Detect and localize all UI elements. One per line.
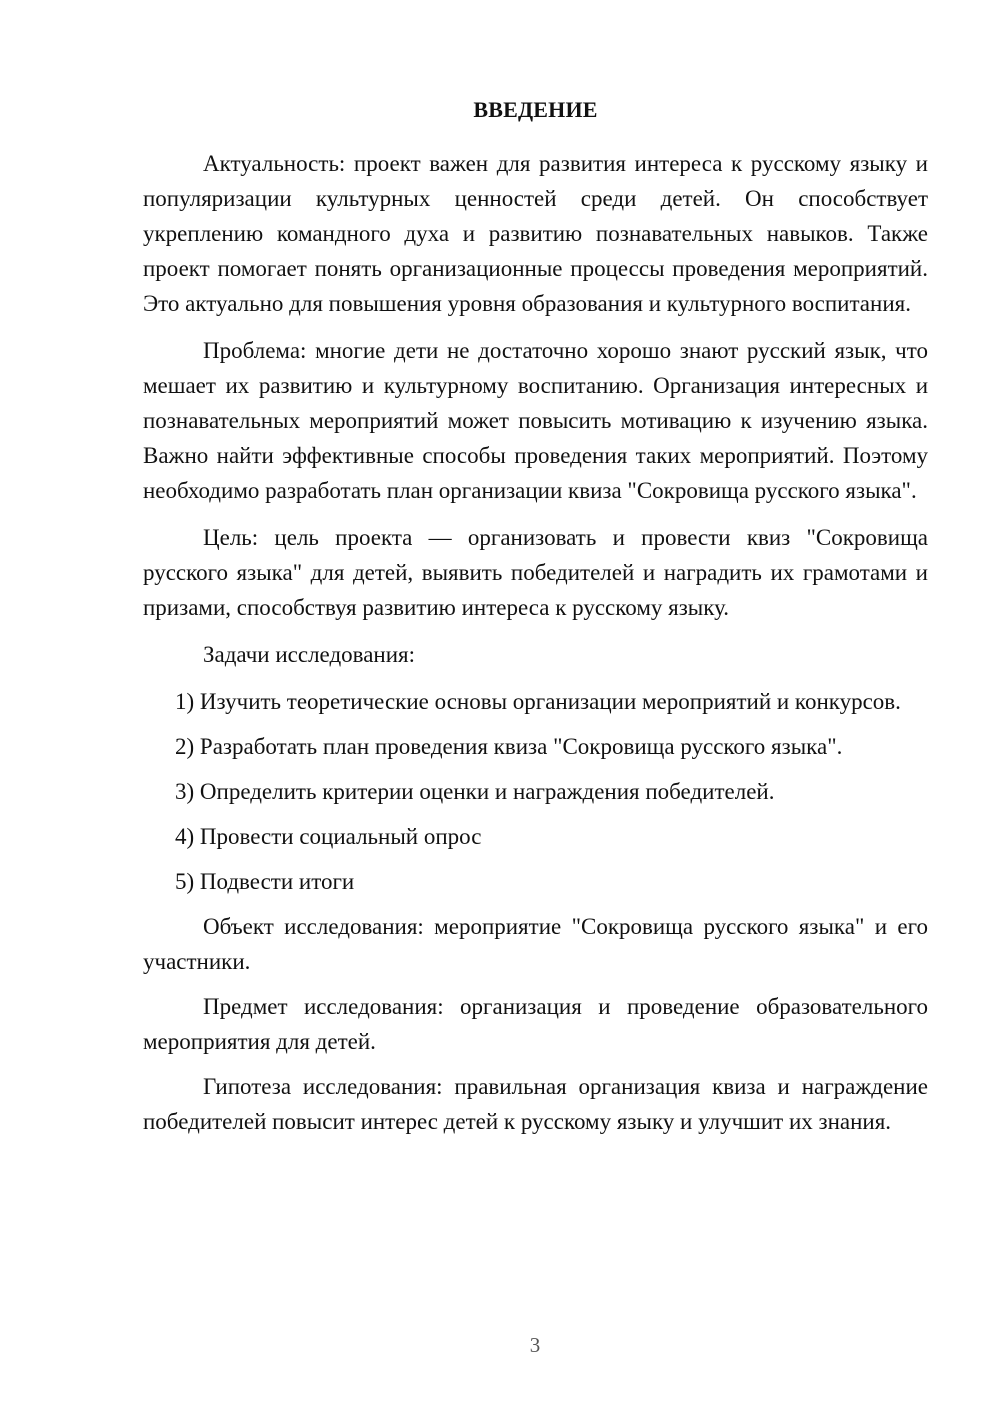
object-paragraph: Объект исследования: мероприятие "Сокровища русского языка" и его участники.	[143, 914, 928, 974]
task-item: 1) Изучить теоретические основы организации мероприятий и конкурсов.	[175, 689, 901, 714]
hypothesis-paragraph: Гипотеза исследования: правильная организация квиза и награждение победителей повысит интерес детей к русскому языку и улучшит их знания.	[143, 1074, 928, 1134]
section-title: ВВЕДЕНИЕ	[473, 97, 598, 122]
task-item: 4) Провести социальный опрос	[175, 824, 482, 849]
task-item: 5) Подвести итоги	[175, 869, 355, 894]
document-page	[143, 94, 928, 1139]
task-item: 3) Определить критерии оценки и награждения победителей.	[175, 779, 775, 804]
page-number: 3	[529, 1333, 541, 1357]
tasks-heading: Задачи исследования:	[203, 642, 416, 667]
relevance-paragraph: Актуальность: проект важен для развития интереса к русскому языку и популяризации культурных ценностей среди детей. Он способствует укреплению командного духа и развитию познавательных навыков. Также проект помогает понять организационные процессы проведения мероприятий. Это актуально для повышения уровня образования и культурного воспитания.	[143, 151, 928, 316]
problem-paragraph: Проблема: многие дети не достаточно хорошо знают русский язык, что мешает их развитию и культурному воспитанию. Организация интересных и познавательных мероприятий может повысить мотивацию к изучению языка. Важно найти эффективные способы проведения таких мероприятий. Поэтому необходимо разработать план организации квиза "Сокровища русского языка".	[143, 338, 928, 503]
goal-paragraph: Цель: цель проекта — организовать и провести квиз "Сокровища русского языка" для детей, выявить победителей и наградить их грамотами и призами, способствуя развитию интереса к русскому языку.	[143, 525, 928, 620]
subject-paragraph: Предмет исследования: организация и проведение образовательного мероприятия для детей.	[143, 994, 928, 1054]
task-item: 2) Разработать план проведения квиза "Сокровища русского языка".	[175, 734, 843, 759]
